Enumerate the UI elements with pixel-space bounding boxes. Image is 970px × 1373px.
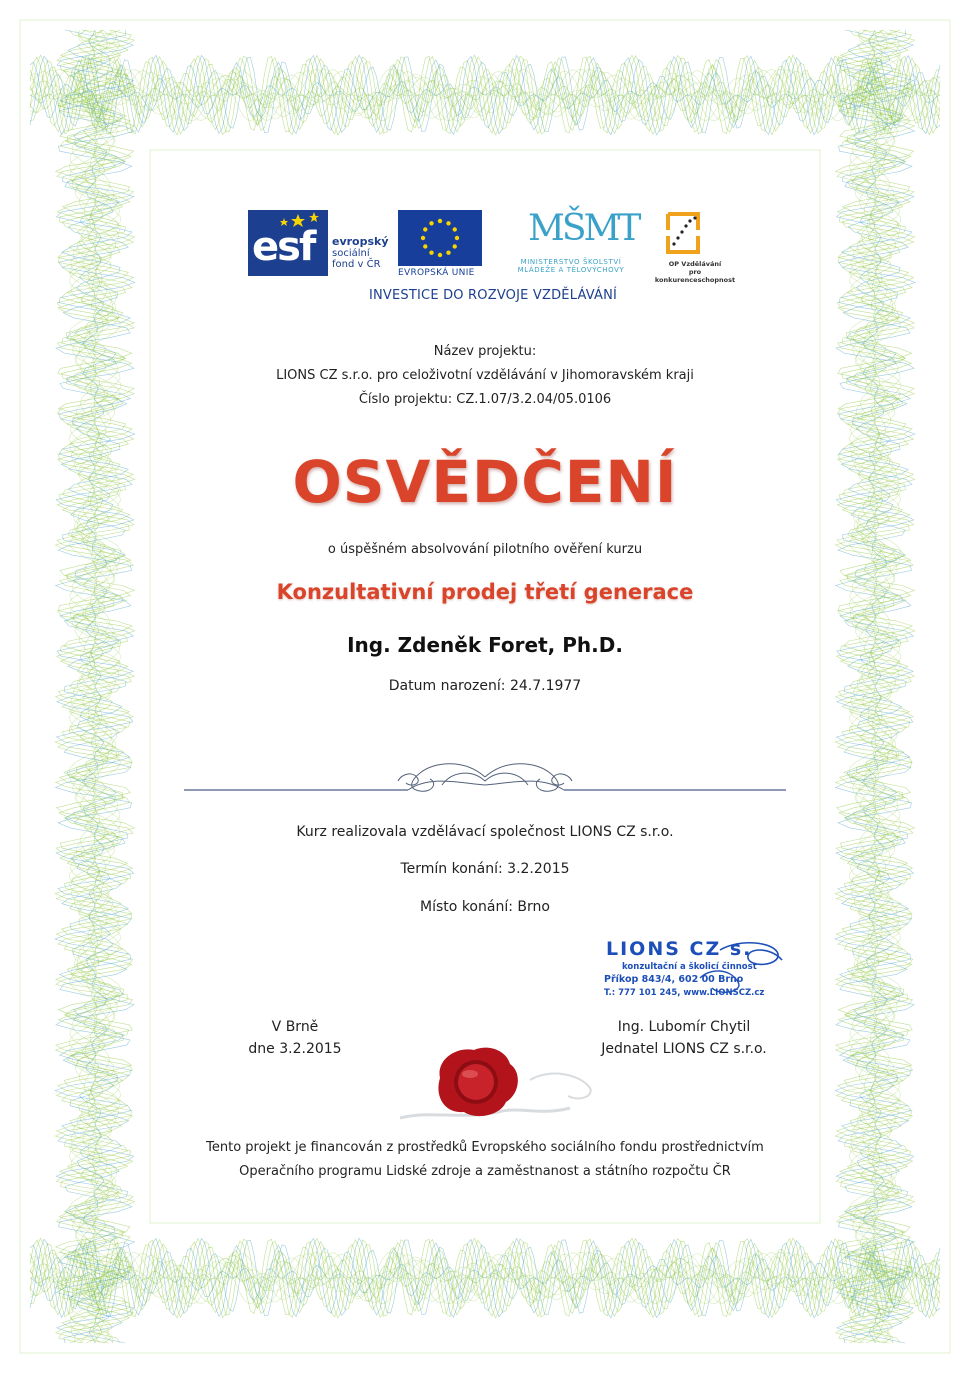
signature-date: dne 3.2.2015 (248, 1041, 342, 1057)
ornament-divider (180, 755, 790, 805)
logo-strip (248, 208, 738, 303)
msmt-caption-line1: MINISTERSTVO ŠKOLSTVÍ (520, 258, 622, 266)
stamp-line4: T.: 777 101 245, www.LIONSCZ.cz (604, 988, 765, 998)
esf-mark: esf (252, 224, 315, 270)
op-arrows-icon (660, 210, 706, 256)
signatory-role: Jednatel LIONS CZ s.r.o. (601, 1041, 767, 1057)
op-logo (652, 210, 738, 284)
signatory-name: Ing. Lubomír Chytil (617, 1019, 751, 1035)
stamp-line2: konzultační a školicí činnost (622, 962, 757, 972)
msmt-mark: MŠMT (528, 208, 639, 249)
op-caption-line2: pro konkurenceschopnost (654, 268, 736, 284)
project-name: LIONS CZ s.r.o. pro celoživotní vzdělávání v Jihomoravském kraji (276, 368, 694, 383)
msmt-caption-line2: MLÁDEŽE A TĚLOVÝCHOVY (517, 266, 625, 274)
company-stamp (600, 938, 786, 1008)
eu-flag-icon (398, 210, 482, 266)
eu-label: EVROPSKÁ UNIE (398, 268, 475, 278)
birth-date: Datum narození: 24.7.1977 (388, 678, 582, 694)
certificate-subtitle: o úspěšném absolvování pilotního ověření kurzu (327, 542, 643, 557)
esf-logo-box (248, 210, 328, 276)
project-number: Číslo projektu: CZ.1.07/3.2.04/05.0106 (358, 392, 612, 407)
funding-note (0, 1136, 970, 1184)
project-name-label: Název projektu: (433, 344, 537, 359)
course-term: Termín konání: 3.2.2015 (400, 861, 570, 877)
recipient-name: Ing. Zdeněk Foret, Ph.D. (347, 633, 623, 657)
esf-caption-line2: sociální (332, 248, 370, 259)
organizer-text: Kurz realizovala vzdělávací společnost LIONS CZ s.r.o. (296, 824, 674, 840)
esf-caption (332, 236, 389, 270)
project-info (0, 340, 970, 412)
esf-caption-line3: fond v ČR (332, 259, 381, 270)
msmt-logo (506, 208, 639, 278)
signature-left (220, 1016, 370, 1060)
wax-seal (380, 1040, 620, 1140)
course-name: Konzultativní prodej třetí generace (276, 580, 694, 604)
slogan: INVESTICE DO ROZVOJE VZDĚLÁVÁNÍ (368, 288, 618, 303)
course-place: Místo konání: Brno (420, 899, 550, 915)
signature-place: V Brně (271, 1019, 319, 1035)
stamp-line3: Příkop 843/4, 602 00 Brno (604, 974, 744, 985)
certificate-title: OSVĚDČENÍ (292, 448, 678, 516)
stamp-line1: LIONS CZ s. (606, 938, 753, 960)
funding-note-line2: Operačního programu Lidské zdroje a zaměstnanost a státního rozpočtu ČR (239, 1164, 731, 1179)
stamp-signature-scribble (600, 938, 786, 1008)
op-caption-line1: OP Vzdělávání (668, 260, 722, 268)
funding-note-line1: Tento projekt je financován z prostředků Evropského sociálního fondu prostřednictvím (206, 1140, 764, 1155)
esf-caption-line1: evropský (332, 235, 389, 248)
